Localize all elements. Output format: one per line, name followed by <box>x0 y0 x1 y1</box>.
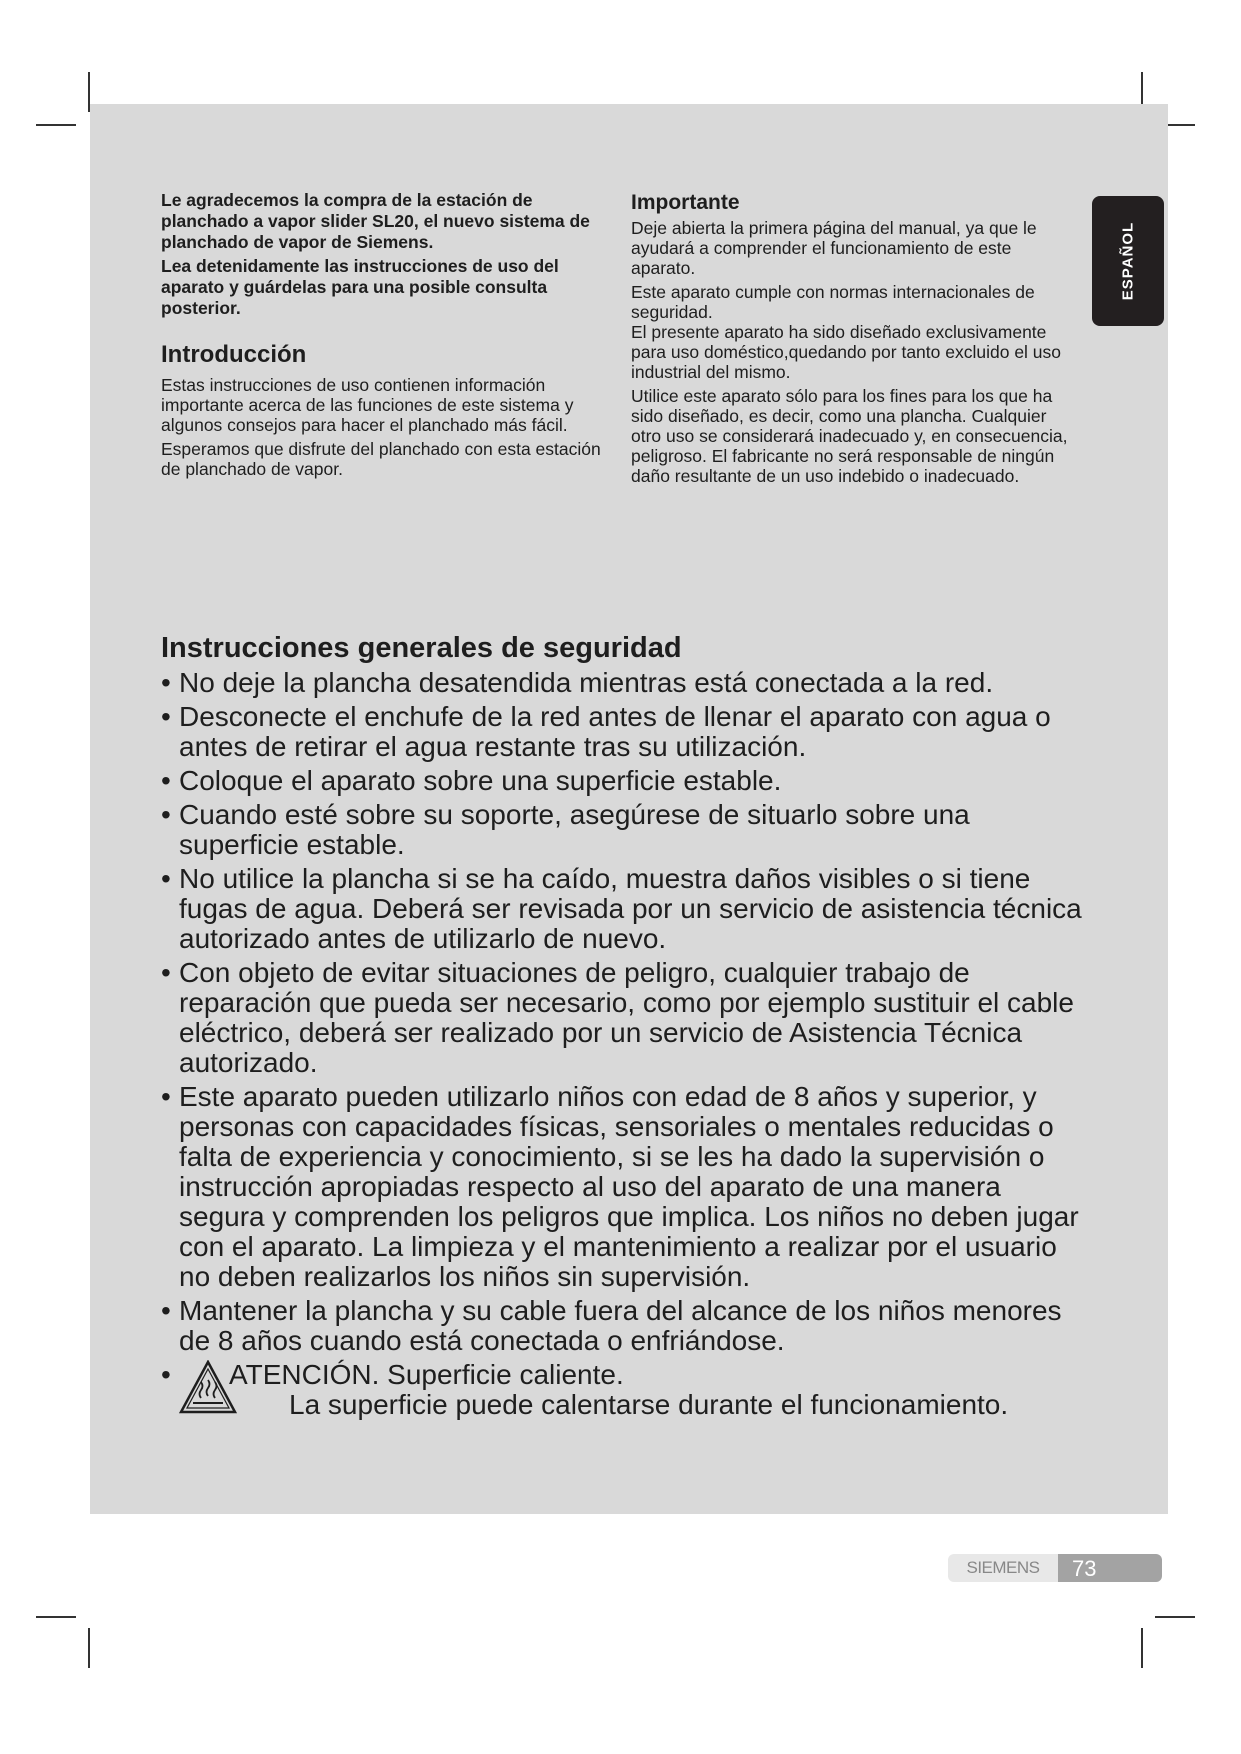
introduction-paragraph: Esperamos que disfrute del planchado con esta estación de planchado de vapor. <box>161 439 601 479</box>
intro-paragraph: Lea detenidamente las instrucciones de uso del aparato y guárdelas para una posible consulta posterior. <box>161 256 559 318</box>
important-heading: Importante <box>631 191 740 214</box>
left-column <box>161 190 611 479</box>
introduction-paragraph: Estas instrucciones de uso contienen información importante acerca de las funciones de este sistema y algunos consejos para hacer el planchado más fácil. <box>161 375 574 435</box>
intro-paragraph: Le agradecemos la compra de la estación de planchado a vapor slider SL20, el nuevo sistema de planchado de vapor de Siemens. <box>161 190 590 252</box>
bullet: • <box>161 1359 171 1390</box>
list-item: • Mantener la plancha y su cable fuera del alcance de los niños menores de 8 años cuando está conectada o enfriándose. <box>161 1295 1062 1356</box>
language-tab-label: ESPAÑOL <box>1119 221 1137 301</box>
bullet: • <box>161 799 171 830</box>
list-item: • Con objeto de evitar situaciones de peligro, cualquier trabajo de reparación que pueda ser necesario, como por ejemplo sustituir el cable eléctrico, deberá ser realizado por un servicio de Asistencia Técnica autorizado. <box>161 957 1074 1078</box>
warning-text <box>207 1360 1008 1420</box>
footer-brand: SIEMENS <box>948 1554 1058 1582</box>
list-item: • Desconecte el enchufe de la red antes de llenar el aparato con agua o antes de retirar el agua restante tras su utilización. <box>161 701 1051 762</box>
page-number: 73 <box>1058 1554 1162 1582</box>
list-item: • Coloque el aparato sobre una superficie estable. <box>161 765 782 796</box>
bullet: • <box>161 765 171 796</box>
crop-mark <box>36 124 76 126</box>
important-paragraph: Utilice este aparato sólo para los fines para los que ha sido diseñado, es decir, como una plancha. Cualquier otro uso se considerará inadecuado y, en consecuencia, peligroso. El fabricante no será responsable de ningún daño resultante de un uso indebido o inadecuado. <box>631 386 1068 486</box>
important-paragraph: Deje abierta la primera página del manual, ya que le ayudará a comprender el funcionamiento de este aparato. <box>631 218 1037 278</box>
warning-line: ATENCIÓN. Superficie caliente. <box>229 1359 624 1390</box>
list-item: • Cuando esté sobre su soporte, asegúrese de situarlo sobre una superficie estable. <box>161 799 970 860</box>
bullet: • <box>161 667 171 698</box>
crop-mark <box>88 1628 90 1668</box>
bullet: • <box>161 1295 171 1326</box>
list-item: • No utilice la plancha si se ha caído, muestra daños visibles o si tiene fugas de agua. Deberá ser revisada por un servicio de asistencia técnica autorizado antes de utilizarlo de nuevo. <box>161 863 1082 954</box>
list-item: • No deje la plancha desatendida mientras está conectada a la red. <box>161 667 994 698</box>
crop-mark <box>36 1616 76 1618</box>
bullet: • <box>161 863 171 894</box>
important-paragraph: Este aparato cumple con normas internacionales de seguridad. El presente aparato ha sido diseñado exclusivamente para uso doméstico,quedando por tanto excluido el uso industrial del mismo. <box>631 282 1062 382</box>
warning-item <box>161 1360 1091 1420</box>
crop-mark <box>1155 1616 1195 1618</box>
bullet: • <box>161 701 171 732</box>
right-column <box>631 190 1071 486</box>
safety-list <box>161 668 1091 1420</box>
list-item: • Este aparato pueden utilizarlo niños con edad de 8 años y superior, y personas con capacidades físicas, sensoriales o mentales reducidas o falta de experiencia y conocimiento, si se les ha dado la supervisión o instrucción apropiadas respecto al uso del aparato de una manera segura y comprenden los peligros que implica. Los niños no deben jugar con el aparato. La limpieza y el mantenimiento a realizar por el usuario no deben realizarlos los niños sin supervisión. <box>161 1081 1079 1292</box>
introduction-heading: Introducción <box>161 341 307 368</box>
crop-mark <box>1141 1628 1143 1668</box>
language-tab <box>1092 196 1164 326</box>
safety-title: Instrucciones generales de seguridad <box>161 632 682 664</box>
bullet: • <box>161 1081 171 1112</box>
warning-line: La superficie puede calentarse durante el funcionamiento. <box>289 1389 1009 1420</box>
safety-section <box>161 630 1091 1424</box>
bullet: • <box>161 957 171 988</box>
